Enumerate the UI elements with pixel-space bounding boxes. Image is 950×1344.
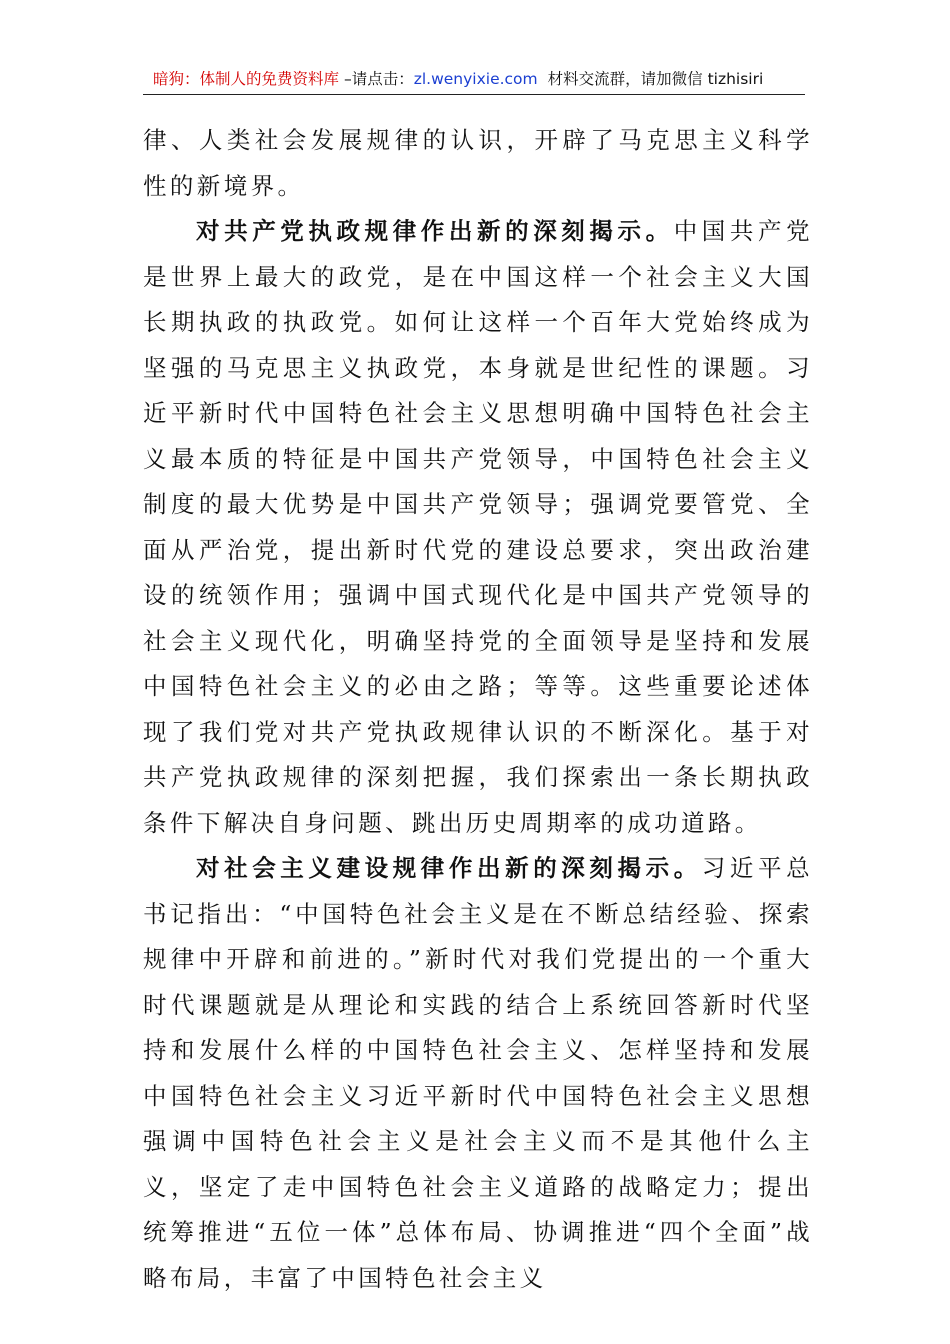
paragraph-text: 中国共产党是世界上最大的政党，是在中国这样一个社会主义大国长期执政的执政党。如何让这样一个百年大党始终成为坚强的马克思主义执政党，本身就是世纪性的课题。习近平新时代中国特色社会主义思想明确中国特色社会主义最本质的特征是中国共产党领导，中国特色社会主义制度的最大优势是中国共产党领导；强调党要管党、全面从严治党，提出新时代党的建设总要求，突出政治建设的统领作用；强调中国式现代化是中国共产党领导的社会主义现代化，明确坚持党的全面领导是坚持和发展中国特色社会主义的必由之路；等等。这些重要论述体现了我们党对共产党执政规律认识的不断深化。基于对共产党执政规律的深刻把握，我们探索出一条长期执政条件下解决自身问题、跳出历史周期率的成功道路。: [143, 217, 814, 837]
header-site-link[interactable]: zl.wenyixie.com: [413, 70, 538, 88]
paragraph-text: 习近平总书记指出：“中国特色社会主义是在不断总结经验、探索规律中开辟和前进的。”新时代对我们党提出的一个重大时代课题就是从理论和实践的结合上系统回答新时代坚持和发展什么样的中国特色社会主义、怎样坚持和发展中国特色社会主义习近平新时代中国特色社会主义思想强调中国特色社会主义是社会主义而不是其他什么主义，坚定了走中国特色社会主义道路的战略定力；提出统筹推进“五位一体”总体布局、协调推进“四个全面”战略布局，丰富了中国特色社会主义: [143, 854, 813, 1292]
header-contact: 材料交流群，请加微信 tizhisiri: [547, 70, 764, 88]
page-header: [143, 64, 805, 95]
paragraph-text: 律、人类社会发展规律的认识，开辟了马克思主义科学性的新境界。: [143, 126, 813, 200]
paragraph-heading: 对共产党执政规律作出新的深刻揭示。: [196, 217, 674, 245]
header-brand: 暗狗：体制人的免费资料库: [153, 70, 340, 88]
paragraph-socialist-construction: [143, 846, 813, 1301]
header-prompt: –请点击：: [339, 70, 414, 88]
document-body: [143, 118, 813, 1301]
paragraph-heading: 对社会主义建设规律作出新的深刻揭示。: [196, 854, 702, 882]
paragraph-continuation: [143, 118, 813, 209]
paragraph-party-governance: [143, 209, 813, 846]
